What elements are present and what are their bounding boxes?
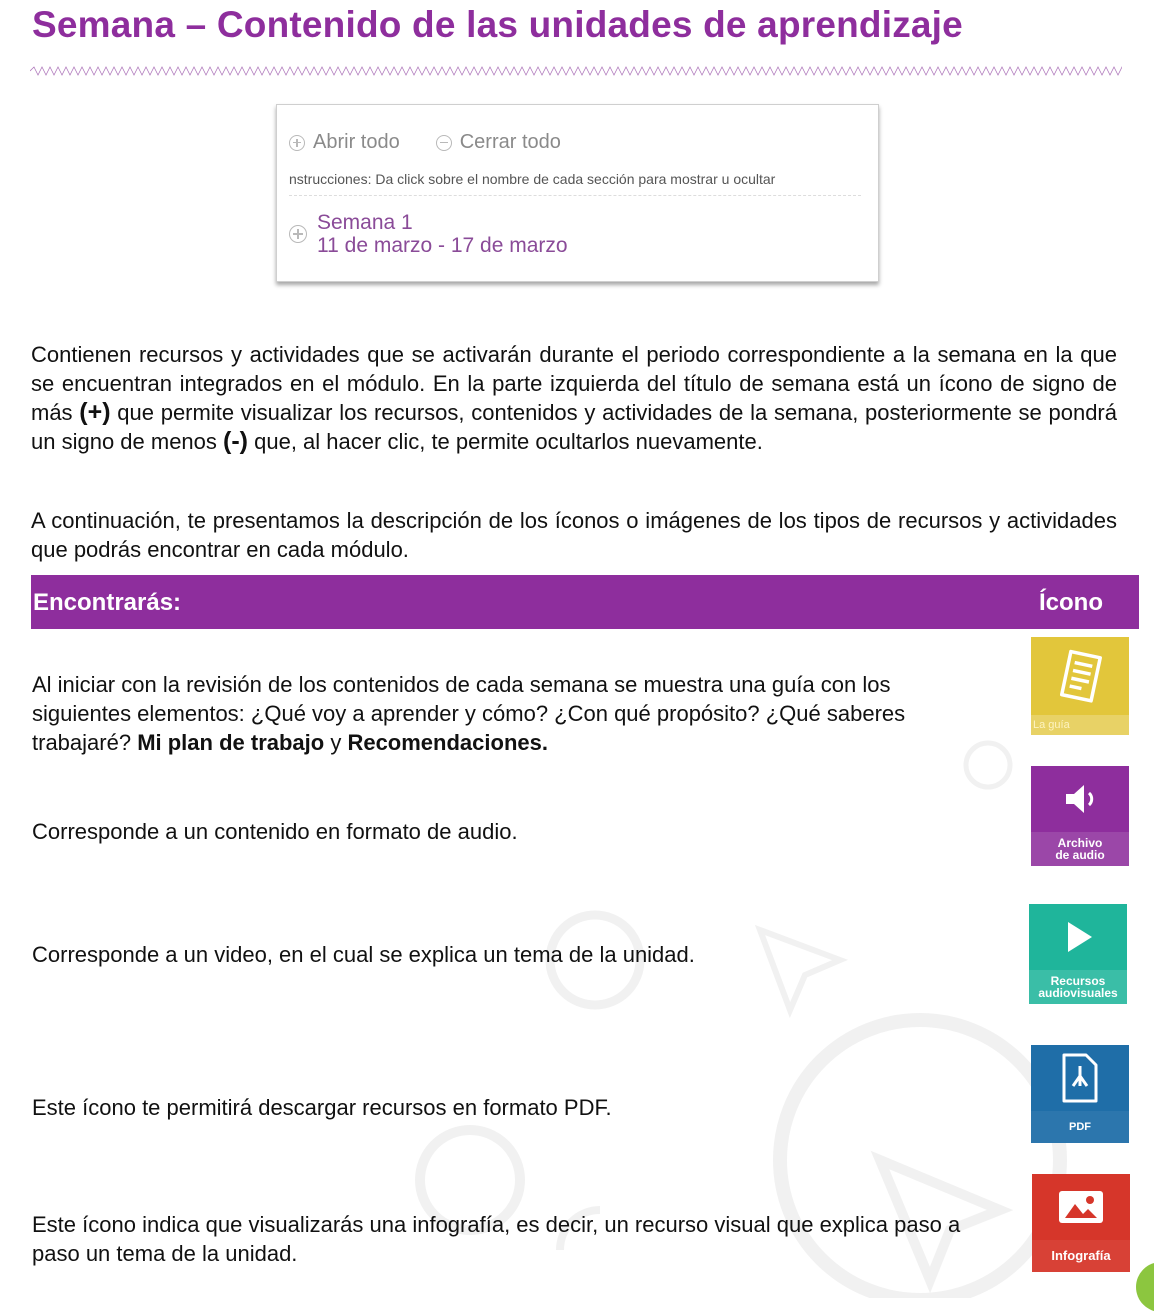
table-header: [31, 575, 1139, 629]
plus-circle-icon: [289, 135, 305, 151]
plus-sign: (+): [79, 398, 111, 426]
intro-paragraph: Contienen recursos y actividades que se activarán durante el periodo correspondiente a la semana en la que se encuentran integrados en el módulo. En la parte izquierda del título de semana está un ícono de signo de más (+) que permite visualizar los recursos, contenidos y actividades de la semana, posteriormente se pondrá un signo de menos (-) que, al hacer clic, te permite ocultarlos nuevamente.: [31, 342, 1117, 455]
minus-sign: (-): [223, 427, 249, 455]
row-guide-text: Al iniciar con la revisión de los contenidos de cada semana se muestra una guía con los siguientes elementos: ¿Qué voy a aprender y cómo? ¿Con qué propósito? ¿Qué saberes trabajaré? Mi plan de trabajo y Recomendaciones.: [32, 672, 906, 755]
instructions-text: nstrucciones: Da click sobre el nombre de cada sección para mostrar u ocultar: [289, 171, 861, 196]
open-all-label: Abrir todo: [313, 131, 400, 153]
accordion-screenshot: [276, 104, 879, 282]
audio-tile[interactable]: [1031, 766, 1129, 866]
week-title: Semana 1: [317, 211, 413, 234]
header-encontraras: Encontrarás:: [33, 589, 182, 616]
row-video-text: Corresponde a un video, en el cual se explica un tema de la unidad.: [32, 942, 695, 967]
video-label-line1: Recursos: [1050, 974, 1106, 988]
close-all-label: Cerrar todo: [459, 131, 561, 153]
row-infographic-text: Este ícono indica que visualizarás una infografía, es decir, un recurso visual que explica paso a paso un tema de la unidad.: [32, 1212, 961, 1266]
header-icono: Ícono: [1039, 589, 1103, 616]
pdf-icon-label: PDF: [1031, 1111, 1129, 1143]
guide-icon-label: La guía: [1031, 715, 1129, 735]
image-icon: [1057, 1187, 1105, 1227]
week-dates: 11 de marzo - 17 de marzo: [317, 234, 568, 257]
infographic-icon-label: Infografía: [1032, 1240, 1130, 1272]
close-all-button[interactable]: [436, 131, 561, 154]
week-1-toggle[interactable]: [289, 211, 568, 257]
description-paragraph: A continuación, te presentamos la descripción de los íconos o imágenes de los tipos de recursos y actividades que podrás encontrar en cada módulo.: [31, 508, 1117, 562]
row-audio-text: Corresponde a un contenido en formato de audio.: [32, 819, 518, 844]
play-icon: [1058, 917, 1098, 957]
pdf-tile[interactable]: [1031, 1045, 1129, 1143]
infographic-tile[interactable]: [1032, 1174, 1130, 1272]
guide-icon: [1050, 646, 1110, 706]
corner-decoration: [1136, 1262, 1154, 1312]
minus-circle-icon: [436, 135, 452, 151]
open-all-button[interactable]: [289, 131, 400, 154]
accordion-controls: [289, 131, 597, 154]
audio-label-line1: Archivo: [1057, 836, 1103, 850]
speaker-icon: [1060, 779, 1100, 819]
pdf-icon: [1058, 1052, 1102, 1104]
video-label-line2: audiovisuales: [1038, 986, 1118, 1000]
row-pdf-text: Este ícono te permitirá descargar recursos en formato PDF.: [32, 1095, 612, 1120]
video-tile[interactable]: [1029, 904, 1127, 1004]
wavy-divider: [30, 66, 1122, 76]
audio-label-line2: de audio: [1055, 848, 1105, 862]
plus-circle-icon: [289, 225, 307, 243]
guide-tile[interactable]: [1031, 637, 1129, 735]
page-title: Semana – Contenido de las unidades de aprendizaje: [32, 4, 963, 45]
